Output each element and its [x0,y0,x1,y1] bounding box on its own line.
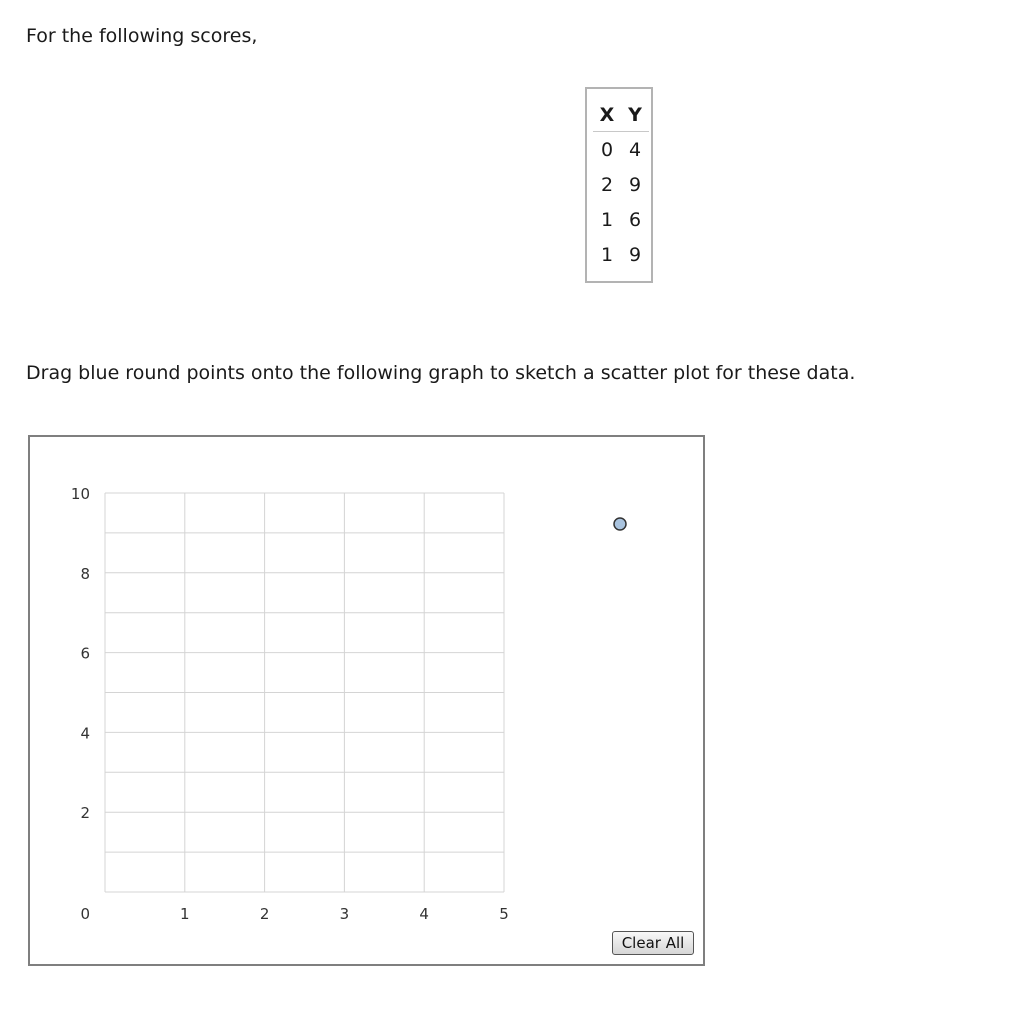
table-cell-y: 9 [628,243,642,266]
y-tick-label: 2 [80,804,90,823]
y-tick-label: 4 [80,724,90,743]
prompt-instruction: Drag blue round points onto the following graph to sketch a scatter plot for these data. [26,362,856,384]
table-cell-x: 1 [600,243,614,266]
x-tick-label: 1 [180,905,190,923]
table-cell-x: 2 [600,173,614,196]
table-cell-y: 6 [628,208,642,231]
y-tick-label: 10 [70,485,90,503]
x-tick-label: 5 [499,905,509,923]
draggable-point[interactable] [614,518,626,530]
table-cell-x: 0 [600,138,614,161]
column-header-y: Y [621,99,649,132]
scatter-plot-area[interactable] [30,437,703,964]
table-row [593,132,649,168]
column-header-x: X [593,99,621,132]
table-row [593,202,649,237]
axis-labels [71,485,509,923]
table-cell-y: 9 [628,173,642,196]
clear-all-button[interactable]: Clear All [612,931,694,955]
table-row [593,237,649,272]
table-cell-y: 4 [628,138,642,161]
grid [105,493,504,892]
x-tick-label: 2 [259,905,270,923]
prompt-intro: For the following scores, [26,25,258,47]
graph-panel [28,435,705,966]
y-tick-label: 6 [80,644,90,663]
scores-table [585,87,653,283]
x-tick-label: 3 [339,905,350,923]
x-tick-label: 4 [419,905,429,923]
table-row [593,167,649,202]
table-cell-x: 1 [600,208,614,231]
origin-label: 0 [80,905,90,923]
y-tick-label: 8 [80,564,90,583]
